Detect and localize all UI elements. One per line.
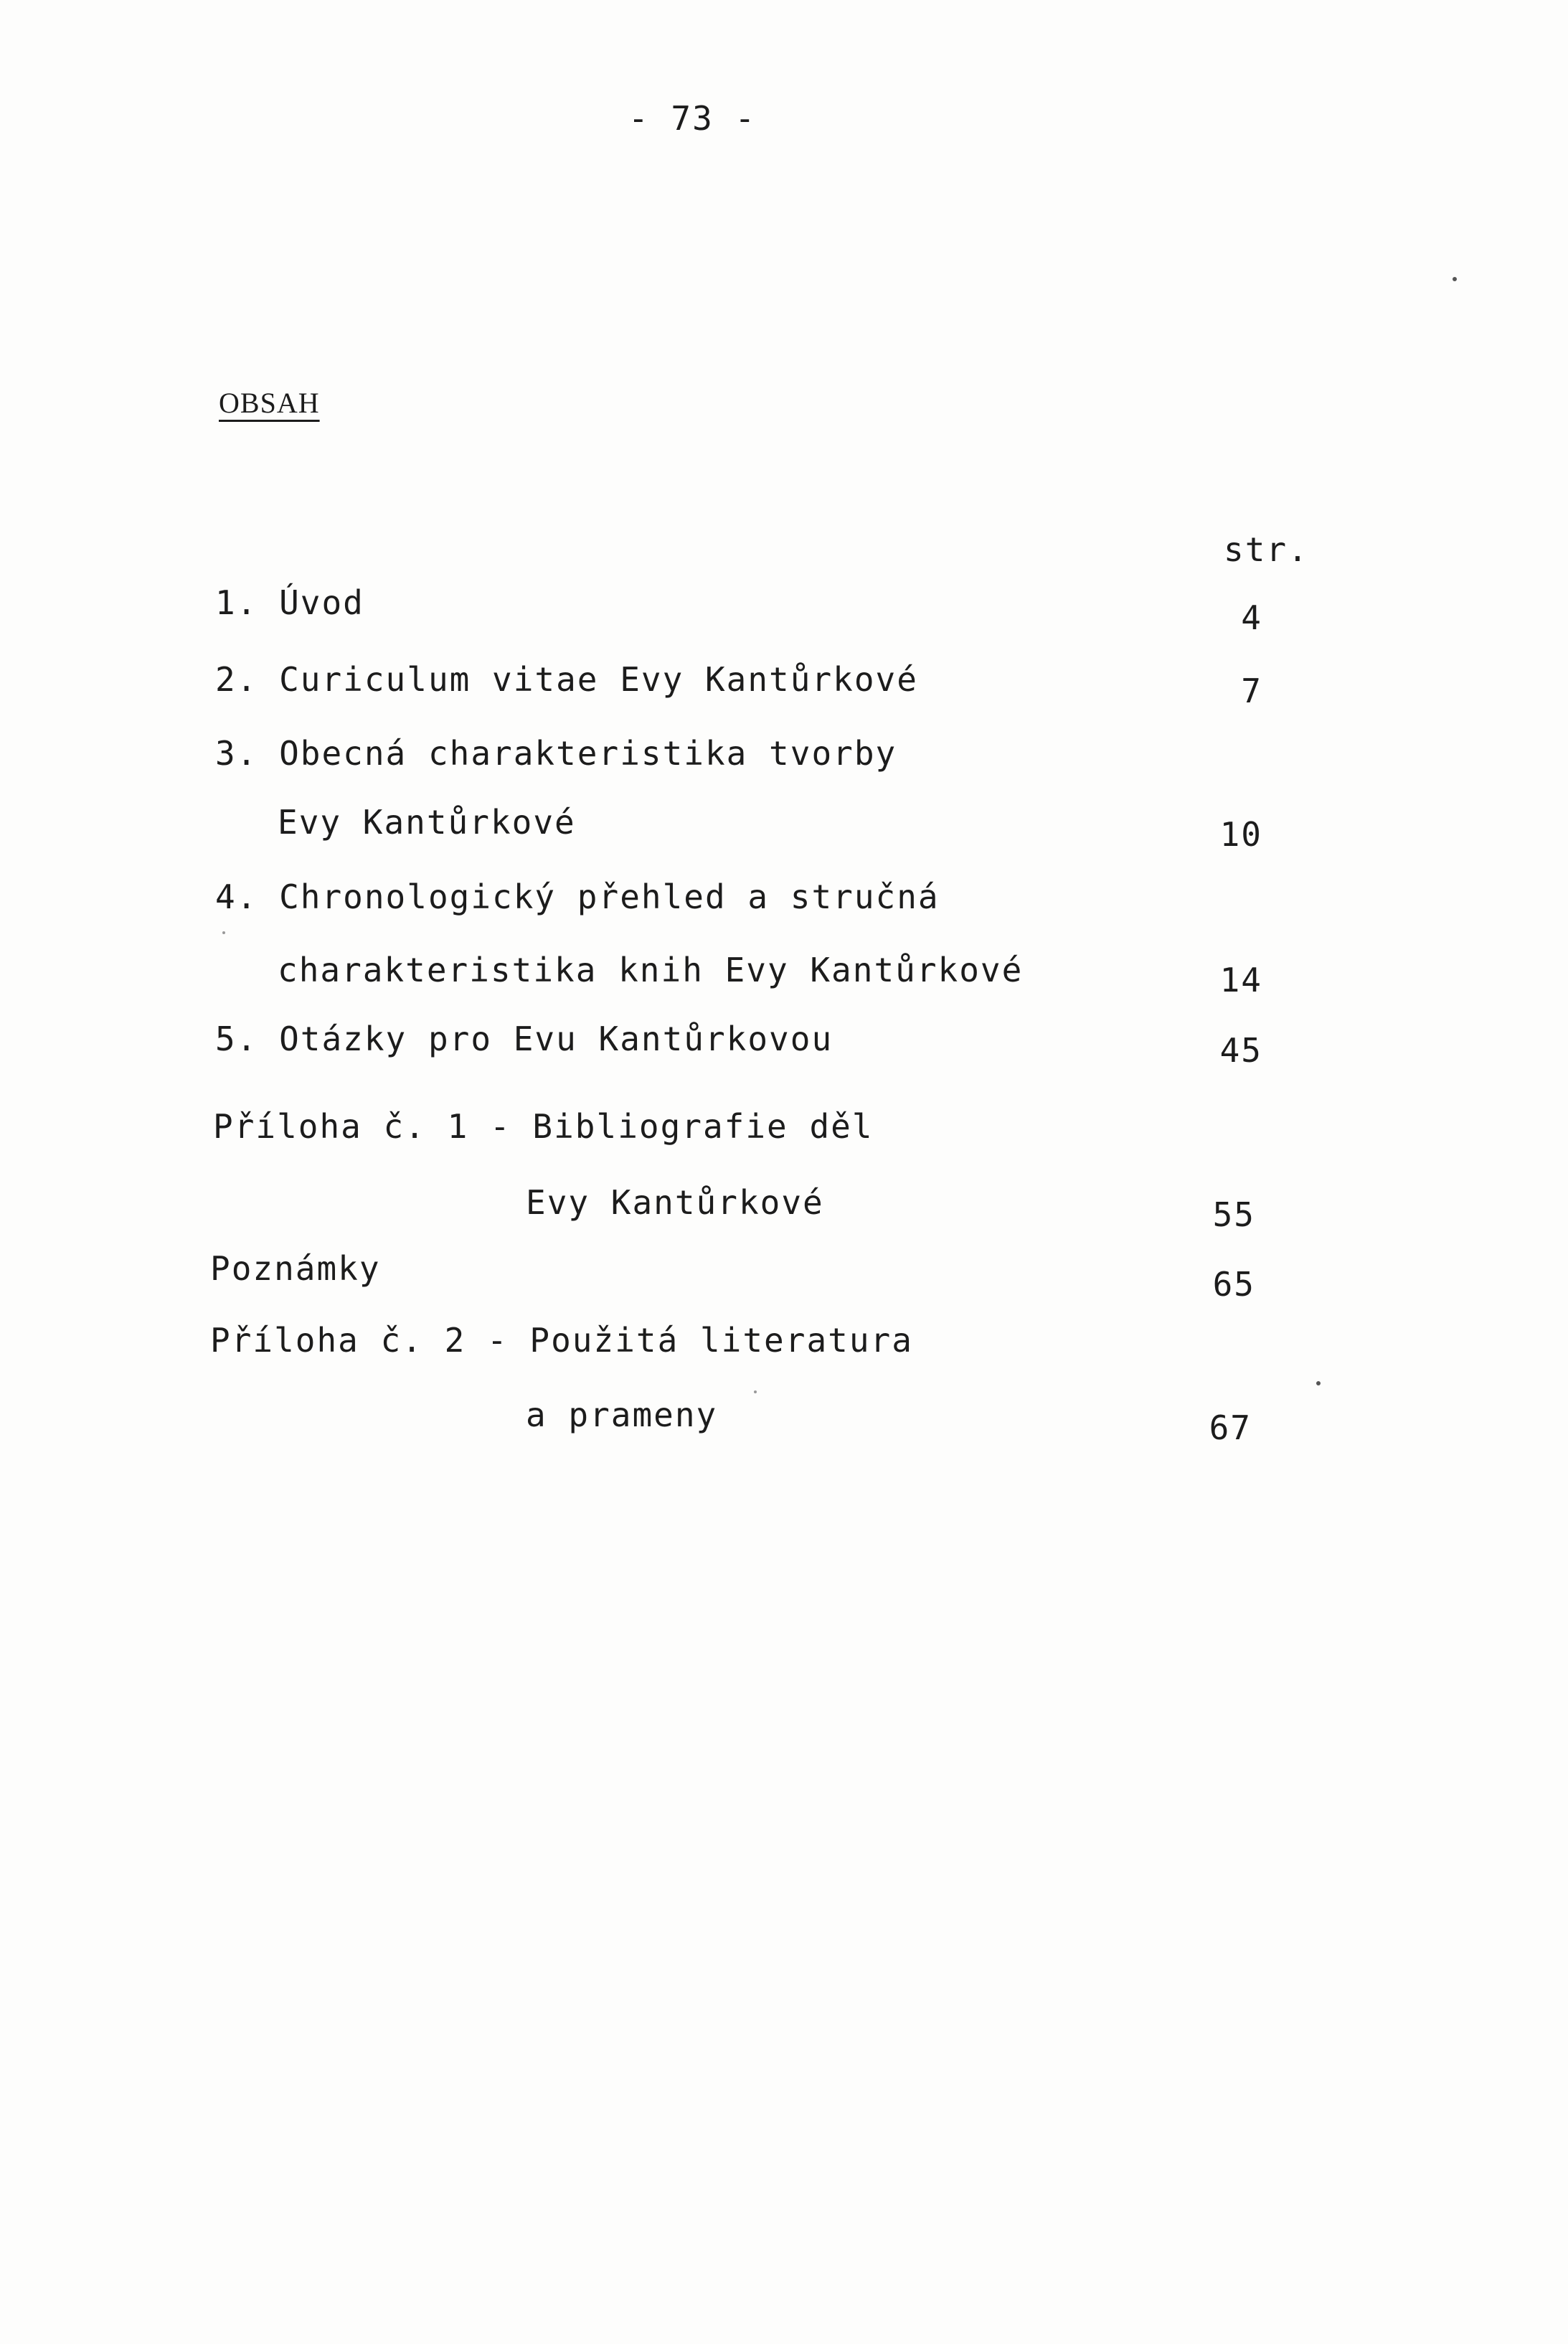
toc-title: OBSAH xyxy=(219,387,320,419)
toc-entry-3-line-1: 3. Obecná charakteristika tvorby xyxy=(215,734,897,773)
toc-appendix-2-page: 67 xyxy=(1209,1408,1252,1447)
toc-notes-page: 65 xyxy=(1212,1265,1255,1304)
toc-notes: Poznámky xyxy=(210,1249,381,1288)
toc-appendix-1-line-1: Příloha č. 1 - Bibliografie děl xyxy=(213,1107,874,1146)
toc-entry-4-line-1: 4. Chronologický přehled a stručná xyxy=(215,877,940,916)
toc-entry-4-page: 14 xyxy=(1219,961,1262,999)
toc-entry-2: 2. Curiculum vitae Evy Kantůrkové xyxy=(215,660,918,699)
toc-entry-1-page: 4 xyxy=(1241,598,1262,637)
toc-entry-5: 5. Otázky pro Evu Kantůrkovou xyxy=(215,1020,833,1058)
scan-speck xyxy=(1453,277,1457,281)
toc-entry-5-page: 45 xyxy=(1219,1031,1262,1070)
scan-speck xyxy=(222,931,225,934)
scan-speck xyxy=(1316,1381,1321,1385)
toc-entry-1: 1. Úvod xyxy=(215,583,364,622)
toc-appendix-1-page: 55 xyxy=(1212,1195,1255,1234)
page-number: - 73 - xyxy=(628,99,757,138)
page-column-label: str. xyxy=(1224,530,1309,569)
toc-entry-2-page: 7 xyxy=(1241,672,1262,710)
toc-appendix-2-line-2: a prameny xyxy=(526,1395,718,1434)
toc-appendix-2-line-1: Příloha č. 2 - Použitá literatura xyxy=(210,1321,913,1360)
toc-entry-3-line-2: Evy Kantůrkové xyxy=(278,803,576,842)
toc-entry-3-page: 10 xyxy=(1219,815,1262,854)
toc-appendix-1-line-2: Evy Kantůrkové xyxy=(526,1183,824,1222)
scan-speck xyxy=(754,1390,757,1393)
toc-entry-4-line-2: charakteristika knih Evy Kantůrkové xyxy=(278,951,1024,989)
